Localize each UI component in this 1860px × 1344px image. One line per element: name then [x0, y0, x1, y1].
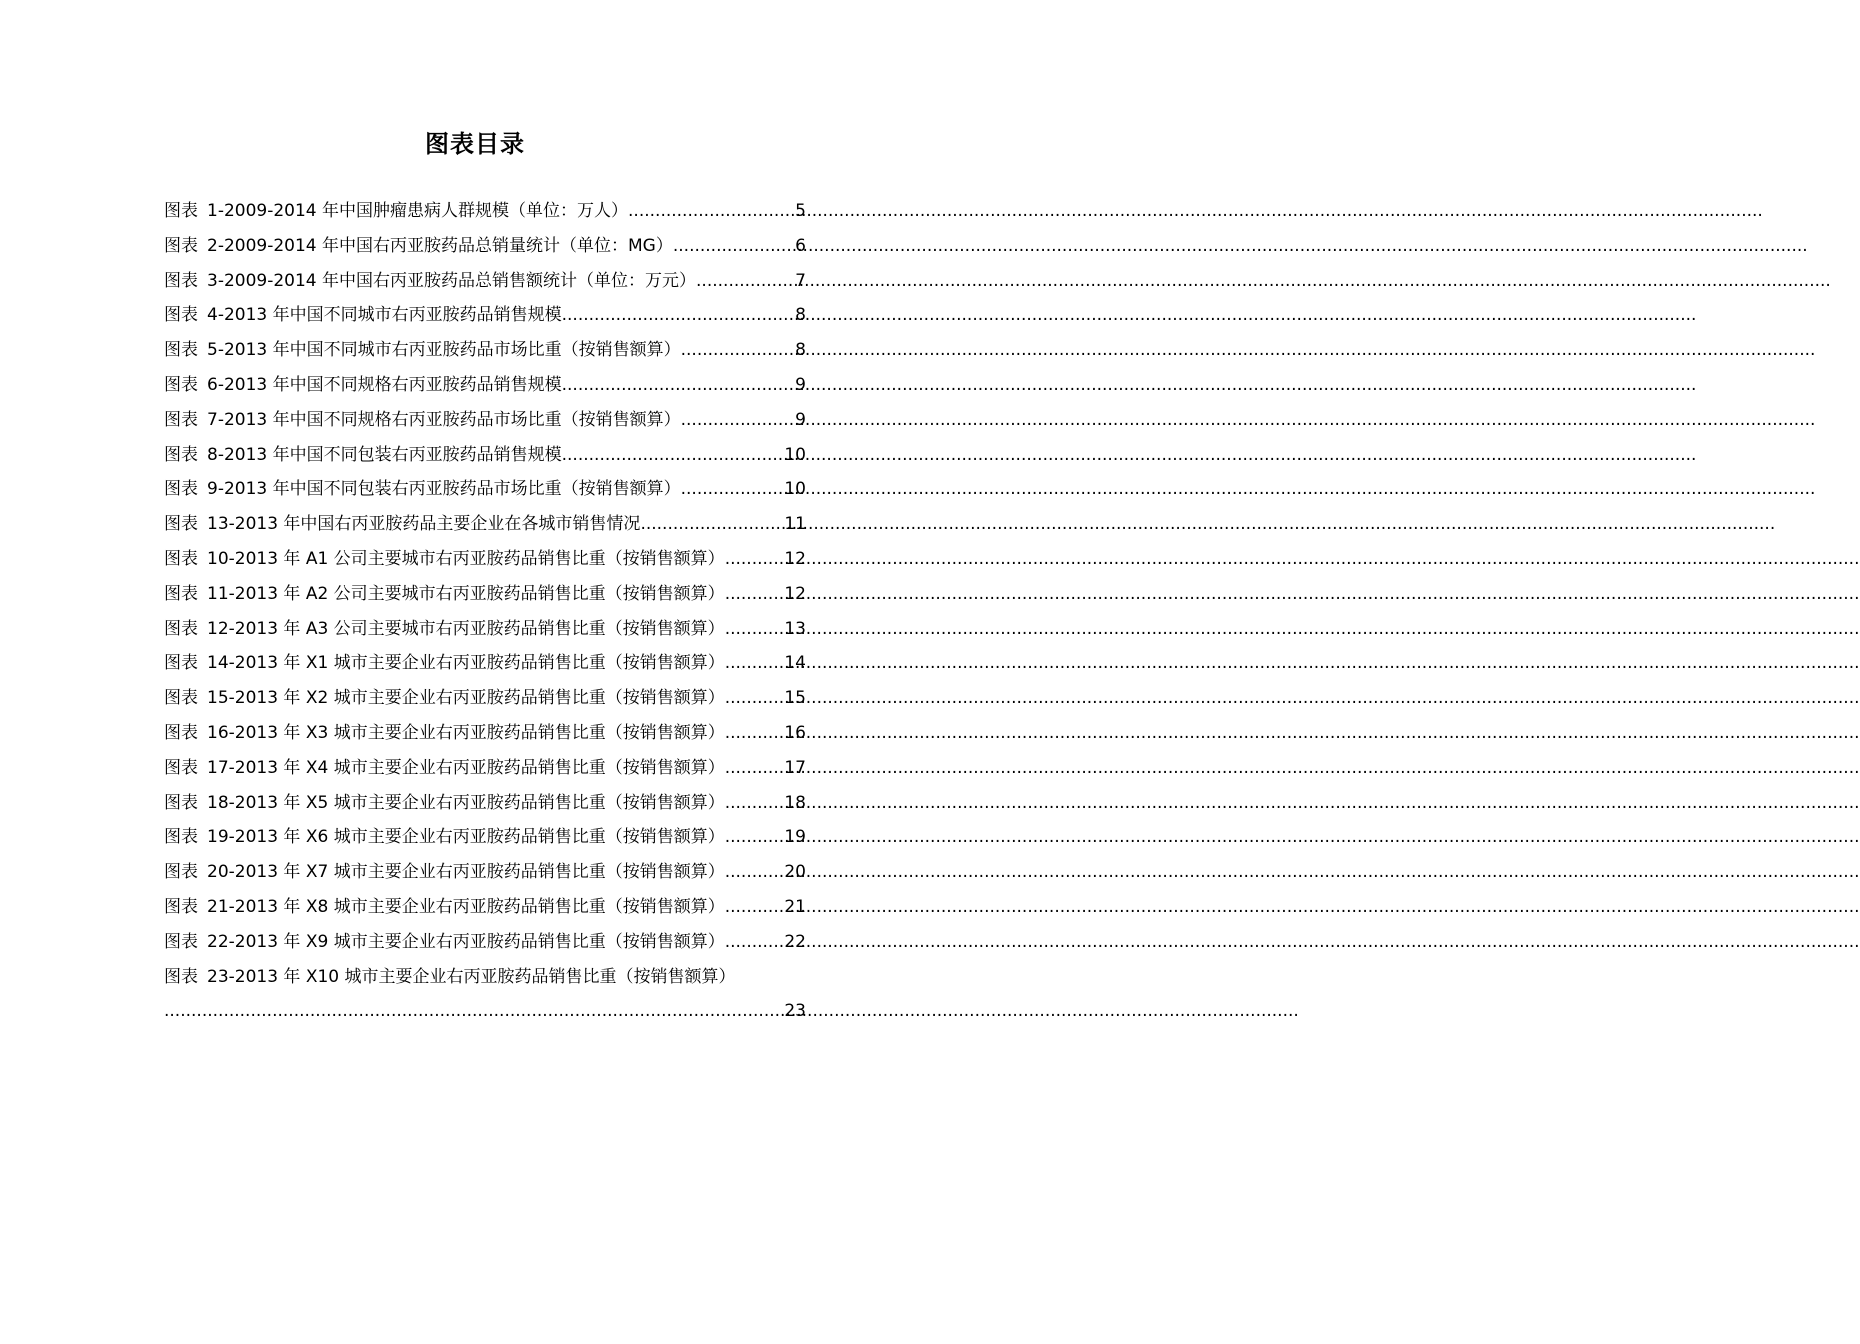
toc-entry-prefix: 图表: [164, 340, 198, 361]
toc-entry-label: 19-2013 年 X6 城市主要企业右丙亚胺药品销售比重（按销售额算）: [207, 827, 725, 848]
toc-entry-page: 17: [784, 757, 806, 778]
toc-entry[interactable]: [164, 229, 806, 264]
toc-leader-dots: [725, 786, 783, 821]
toc-entry-label: 22-2013 年 X9 城市主要企业右丙亚胺药品销售比重（按销售额算）: [207, 931, 725, 952]
toc-entry-page: 10: [784, 444, 806, 465]
toc-entry-prefix: 图表: [164, 409, 198, 430]
toc-entry-page: 12: [784, 583, 806, 604]
toc-leader-dots: [562, 368, 794, 403]
toc-entry[interactable]: [164, 507, 806, 542]
toc-leader-dots: [164, 994, 782, 1029]
toc-leader-dots: [696, 264, 793, 299]
toc-entry-label: 18-2013 年 X5 城市主要企业右丙亚胺药品销售比重（按销售额算）: [207, 792, 725, 813]
toc-entry-prefix: 图表: [164, 688, 198, 709]
toc-entry-prefix: 图表: [164, 548, 198, 569]
toc-entry-page: 13: [784, 618, 806, 639]
toc-leader-dots: [681, 472, 783, 507]
toc-entry-page: 15: [784, 688, 806, 709]
toc-leader-dots: [725, 820, 783, 855]
toc-leader-dots: [681, 333, 794, 368]
toc-entry-page: 10: [784, 479, 806, 500]
toc-entry-page: 8: [795, 305, 806, 326]
toc-entry-label: 1-2009-2014 年中国肿瘤患病人群规模（单位：万人）: [207, 201, 629, 221]
toc-entry-page: 9: [795, 374, 806, 395]
toc-entry[interactable]: [164, 786, 806, 821]
toc-entry-prefix: 图表: [164, 653, 198, 674]
toc-leader-dots: [725, 890, 783, 925]
toc-entry-prefix: 图表: [164, 722, 198, 743]
toc-entry-prefix: 图表: [164, 444, 198, 465]
toc-entry-label: 8-2013 年中国不同包装右丙亚胺药品销售规模: [207, 444, 562, 465]
toc-entry-label: 21-2013 年 X8 城市主要企业右丙亚胺药品销售比重（按销售额算）: [207, 896, 725, 917]
toc-leader-dots: [725, 925, 783, 960]
toc-entry-page: 16: [784, 722, 806, 743]
toc-entry-page: 18: [784, 792, 806, 813]
toc-entry-label: 23-2013 年 X10 城市主要企业右丙亚胺药品销售比重（按销售额算）: [207, 966, 736, 987]
toc-entry[interactable]: [164, 542, 806, 577]
toc-entry-page: 12: [784, 548, 806, 569]
toc-entry[interactable]: [164, 403, 806, 438]
toc-entry-prefix: 图表: [164, 479, 198, 500]
toc-leader-dots: [725, 542, 783, 577]
toc-entry[interactable]: [164, 194, 806, 229]
toc-entry-prefix: 图表: [164, 931, 198, 952]
toc-entry-label: 7-2013 年中国不同规格右丙亚胺药品市场比重（按销售额算）: [207, 409, 681, 430]
page-title: 图表目录: [425, 130, 525, 158]
toc-entry-label: 13-2013 年中国右丙亚胺药品主要企业在各城市销售情况: [207, 514, 641, 535]
toc-entry[interactable]: [164, 960, 806, 1030]
toc-entry-label: 2-2009-2014 年中国右丙亚胺药品总销量统计（单位：MG）: [207, 235, 673, 256]
toc-entry-label: 14-2013 年 X1 城市主要企业右丙亚胺药品销售比重（按销售额算）: [207, 653, 725, 674]
toc-entry-prefix: 图表: [164, 374, 198, 395]
toc-entry[interactable]: [164, 577, 806, 612]
toc-entry-prefix: 图表: [164, 514, 198, 535]
toc-entry[interactable]: [164, 264, 806, 299]
table-of-figures: [164, 194, 806, 1029]
toc-leader-dots: [725, 751, 783, 786]
toc-entry-page: 7: [795, 270, 806, 291]
toc-leader-dots: [640, 507, 782, 542]
toc-entry-page: 11: [784, 514, 806, 535]
toc-entry-prefix: 图表: [164, 583, 198, 604]
toc-entry[interactable]: [164, 681, 806, 716]
toc-entry-label: 9-2013 年中国不同包装右丙亚胺药品市场比重（按销售额算）: [207, 479, 681, 500]
toc-entry-page: 8: [795, 340, 806, 361]
toc-entry[interactable]: [164, 472, 806, 507]
toc-entry-page: 9: [795, 409, 806, 430]
toc-entry-page: 6: [795, 235, 806, 256]
toc-entry-label: 17-2013 年 X4 城市主要企业右丙亚胺药品销售比重（按销售额算）: [207, 757, 725, 778]
toc-entry-label: 6-2013 年中国不同规格右丙亚胺药品销售规模: [207, 374, 562, 395]
toc-leader-dots: [725, 646, 783, 681]
toc-entry-prefix: 图表: [164, 201, 198, 221]
toc-entry[interactable]: [164, 368, 806, 403]
toc-entry[interactable]: [164, 298, 806, 333]
toc-entry-label: 12-2013 年 A3 公司主要城市右丙亚胺药品销售比重（按销售额算）: [207, 618, 725, 639]
toc-entry-label: 16-2013 年 X3 城市主要企业右丙亚胺药品销售比重（按销售额算）: [207, 722, 725, 743]
toc-leader-dots: [673, 229, 793, 264]
toc-leader-dots: [725, 716, 783, 751]
toc-entry-page: 20: [784, 862, 806, 883]
toc-entry-prefix: 图表: [164, 618, 198, 639]
toc-entry[interactable]: [164, 855, 806, 890]
toc-entry-page: 5: [795, 201, 806, 221]
toc-leader-dots: [628, 194, 793, 229]
toc-entry[interactable]: [164, 716, 806, 751]
toc-entry-prefix: 图表: [164, 305, 198, 326]
toc-entry[interactable]: [164, 612, 806, 647]
toc-entry-prefix: 图表: [164, 896, 198, 917]
toc-entry-page: 19: [784, 827, 806, 848]
toc-entry-page: 23: [784, 1001, 806, 1022]
toc-entry-prefix: 图表: [164, 270, 198, 291]
toc-entry-prefix: 图表: [164, 827, 198, 848]
toc-leader-dots: [681, 403, 794, 438]
toc-leader-dots: [562, 298, 794, 333]
toc-entry[interactable]: [164, 925, 806, 960]
toc-entry-prefix: 图表: [164, 235, 198, 256]
toc-leader-dots: [725, 577, 783, 612]
toc-entry[interactable]: [164, 333, 806, 368]
toc-entry-prefix: 图表: [164, 966, 198, 987]
toc-entry-prefix: 图表: [164, 757, 198, 778]
toc-entry-label: 4-2013 年中国不同城市右丙亚胺药品销售规模: [207, 305, 562, 326]
toc-entry-label: 11-2013 年 A2 公司主要城市右丙亚胺药品销售比重（按销售额算）: [207, 583, 725, 604]
toc-entry-page: 14: [784, 653, 806, 674]
toc-entry-label: 20-2013 年 X7 城市主要企业右丙亚胺药品销售比重（按销售额算）: [207, 862, 725, 883]
toc-entry[interactable]: [164, 751, 806, 786]
toc-entry-page: 21: [784, 896, 806, 917]
toc-entry[interactable]: [164, 646, 806, 681]
toc-leader-dots: [725, 681, 783, 716]
toc-entry-label: 5-2013 年中国不同城市右丙亚胺药品市场比重（按销售额算）: [207, 340, 681, 361]
toc-entry-page: 22: [784, 931, 806, 952]
toc-leader-dots: [562, 438, 783, 473]
toc-entry[interactable]: [164, 890, 806, 925]
toc-entry[interactable]: [164, 438, 806, 473]
toc-entry-prefix: 图表: [164, 862, 198, 883]
toc-entry-prefix: 图表: [164, 792, 198, 813]
toc-entry-label: 10-2013 年 A1 公司主要城市右丙亚胺药品销售比重（按销售额算）: [207, 548, 725, 569]
toc-entry[interactable]: [164, 820, 806, 855]
toc-leader-dots: [725, 612, 783, 647]
toc-leader-dots: [725, 855, 783, 890]
toc-entry-label: 15-2013 年 X2 城市主要企业右丙亚胺药品销售比重（按销售额算）: [207, 688, 725, 709]
toc-entry-label: 3-2009-2014 年中国右丙亚胺药品总销售额统计（单位：万元）: [207, 270, 697, 291]
